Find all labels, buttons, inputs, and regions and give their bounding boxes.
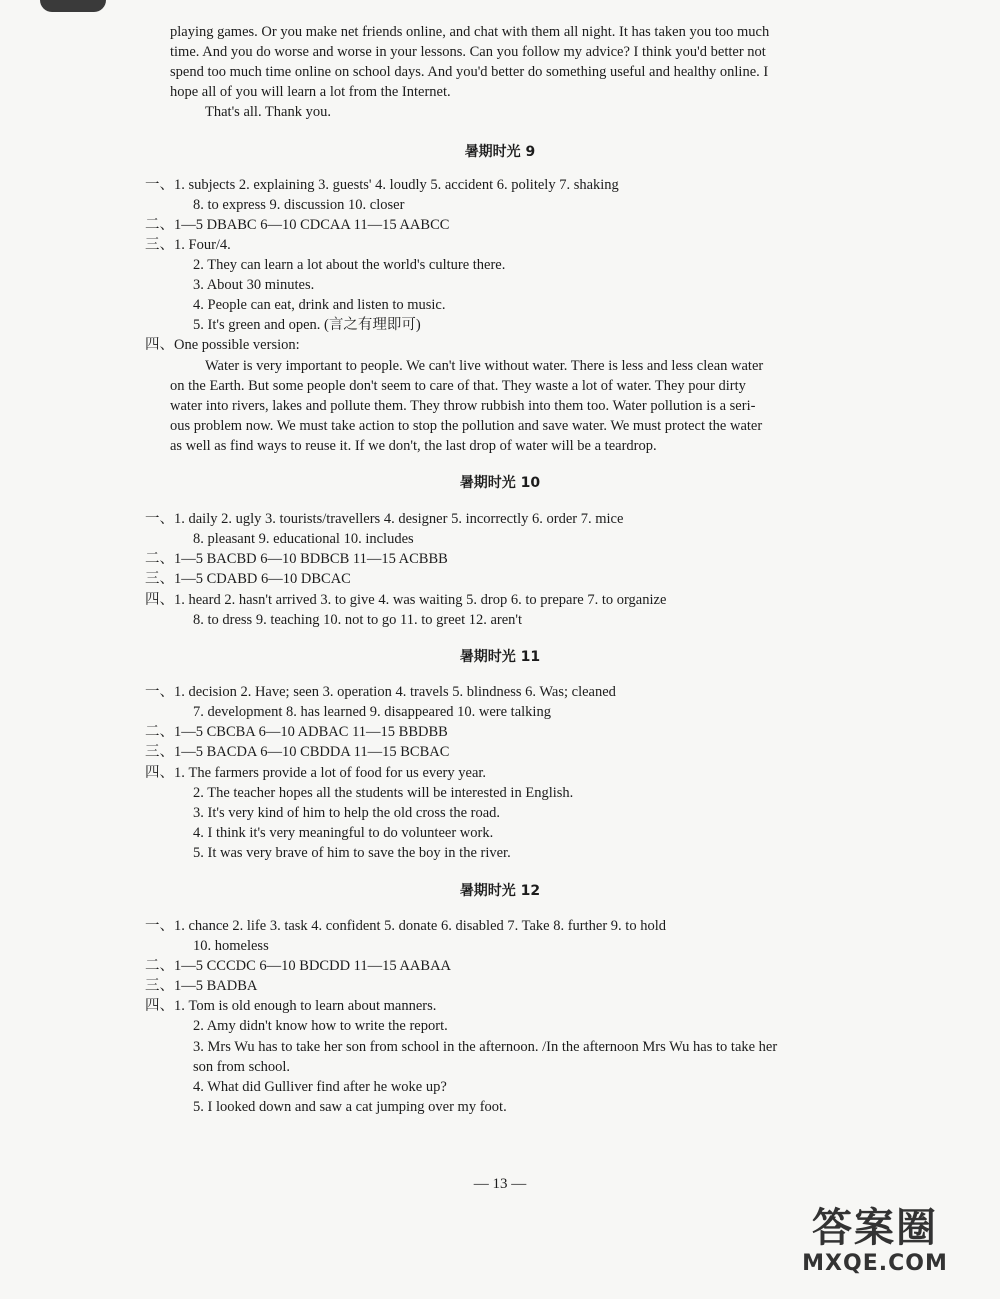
answer-line: 一、1. chance 2. life 3. task 4. confident 5. donate 6. disabled 7. Take 8. further 9. to hold [145, 918, 666, 934]
answer-line: 一、1. daily 2. ugly 3. tourists/travellers 4. designer 5. incorrectly 6. order 7. mice [145, 511, 624, 527]
section-title-10: 暑期时光 10 [459, 475, 541, 491]
answer-line: 四、1. heard 2. hasn't arrived 3. to give 4. was waiting 5. drop 6. to prepare 7. to organize [145, 592, 667, 608]
watermark-bottom-text: MXQE.COM [802, 1251, 948, 1276]
answer-line: 二、1—5 BACBD 6—10 BDBCB 11—15 ACBBB [145, 551, 448, 567]
essay-line: as well as find ways to reuse it. If we don't, the last drop of water will be a teardrop. [170, 438, 657, 454]
answer-line: 5. It's green and open. (言之有理即可) [193, 317, 421, 333]
answer-line: 三、1—5 BACDA 6—10 CBDDA 11—15 BCBAC [145, 744, 450, 760]
answer-line: 2. They can learn a lot about the world's culture there. [193, 257, 506, 273]
watermark-top-text: 答案圈 [812, 1205, 938, 1251]
answer-line: 8. to dress 9. teaching 10. not to go 11. to greet 12. aren't [193, 612, 523, 628]
answer-line: 4. What did Gulliver find after he woke up? [193, 1079, 447, 1095]
essay-line: water into rivers, lakes and pollute them. They throw rubbish into them too. Water pollution is a seri- [170, 398, 756, 414]
intro-line: playing games. Or you make net friends online, and chat with them all night. It has taken you too much [170, 24, 770, 40]
answer-line: 5. I looked down and saw a cat jumping over my foot. [193, 1099, 507, 1115]
watermark-logo [780, 1205, 970, 1285]
essay-line: ous problem now. We must take action to stop the pollution and save water. We must protect the water [170, 418, 763, 434]
section-title-12: 暑期时光 12 [459, 883, 541, 899]
answer-line: 3. About 30 minutes. [193, 277, 315, 293]
answer-line: 3. It's very kind of him to help the old cross the road. [193, 805, 501, 821]
answer-line: 三、1—5 CDABD 6—10 DBCAC [145, 571, 351, 587]
intro-line: hope all of you will learn a lot from the Internet. [170, 84, 451, 100]
answer-line: 4. People can eat, drink and listen to music. [193, 297, 446, 313]
intro-line: time. And you do worse and worse in your lessons. Can you follow my advice? I think you'd better not [170, 44, 766, 60]
intro-line: That's all. Thank you. [205, 104, 331, 120]
answer-line: 4. I think it's very meaningful to do volunteer work. [193, 825, 494, 841]
answer-line: 2. Amy didn't know how to write the report. [193, 1018, 448, 1034]
answer-line: 2. The teacher hopes all the students will be interested in English. [193, 785, 574, 801]
answer-line: 8. to express 9. discussion 10. closer [193, 197, 405, 213]
essay-line: Water is very important to people. We can't live without water. There is less and less clean water [205, 358, 764, 374]
answer-line: 三、1. Four/4. [145, 237, 231, 253]
answer-line: 一、1. subjects 2. explaining 3. guests' 4. loudly 5. accident 6. politely 7. shaking [145, 177, 619, 193]
answer-line: 3. Mrs Wu has to take her son from school in the afternoon. /In the afternoon Mrs Wu has to take her [193, 1039, 778, 1055]
essay-line: on the Earth. But some people don't seem to care of that. They waste a lot of water. They pour dirty [170, 378, 746, 394]
answer-line: 5. It was very brave of him to save the boy in the river. [193, 845, 511, 861]
answer-line: 四、One possible version: [145, 337, 300, 353]
answer-line: 7. development 8. has learned 9. disappeared 10. were talking [193, 704, 551, 720]
answer-line: son from school. [193, 1059, 291, 1075]
answer-line: 四、1. Tom is old enough to learn about manners. [145, 998, 437, 1014]
answer-line: 10. homeless [193, 938, 269, 954]
page-number: — 13 — [473, 1176, 527, 1192]
section-title-11: 暑期时光 11 [459, 649, 541, 665]
section-title-9: 暑期时光 9 [464, 144, 536, 160]
intro-line: spend too much time online on school days. And you'd better do something useful and healthy online. I [170, 64, 769, 80]
answer-line: 二、1—5 DBABC 6—10 CDCAA 11—15 AABCC [145, 217, 450, 233]
answer-line: 二、1—5 CBCBA 6—10 ADBAC 11—15 BBDBB [145, 724, 448, 740]
answer-line: 四、1. The farmers provide a lot of food for us every year. [145, 765, 487, 781]
answer-line: 8. pleasant 9. educational 10. includes [193, 531, 414, 547]
answer-line: 二、1—5 CCCDC 6—10 BDCDD 11—15 AABAA [145, 958, 452, 974]
answer-line: 三、1—5 BADBA [145, 978, 258, 994]
answer-line: 一、1. decision 2. Have; seen 3. operation 4. travels 5. blindness 6. Was; cleaned [145, 684, 616, 700]
